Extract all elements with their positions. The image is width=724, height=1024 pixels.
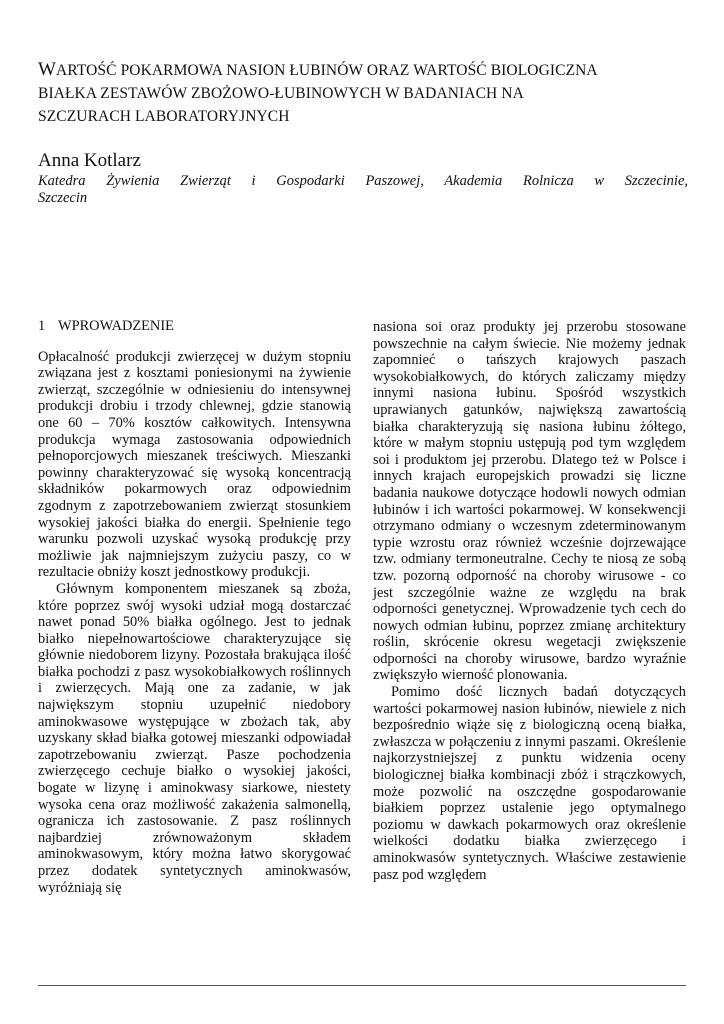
right-paragraph-1: nasiona soi oraz produkty jej przerobu stosowane powszechnie na całym świecie. Nie możemy jednak zapomnieć o tańszych krajowych paszach wysokobiałkowych, do których zaliczamy między innymi nasiona łubinu. Spośród wszystkich uprawianych gatunków, największą zawartością białka charakteryzują się nasiona łubinu żółtego, które w małym stopniu ustępują pod tym względem soi i produktom jej przerobu. Dlatego też w Polsce i innych krajach europejskich prowadzi się liczne badania naukowe dotyczące hodowli nowych odmian łubinów i ich wartości pokarmowej. W konsekwencji otrzymano odmiany o wczesnym zdeterminowanym typie wzrostu oraz również wcześnie dojrzewające tzw. odmiany termoneutralne. Cechy te niosą ze sobą tzw. pozorną odporność na choroby wirusowe - co jest szczególnie ważne ze względu na brak odporności genetycznej. Wprowadzenie tych cech do nowych odmian łubinu, poprzez zmianę architektury roślin, skrócenie okresu wegetacji zwiększenie odporności na choroby wirusowe, bardzo wyraźnie zwiększyło wierność plonowania.: [373, 319, 686, 684]
paper-title: [38, 58, 698, 128]
title-line-1: [38, 58, 698, 82]
section-number: 1: [38, 318, 46, 334]
left-paragraph-2: Głównym komponentem mieszanek są zboża, które poprzez swój wysoki udział mogą dostarczać nawet ponad 50% białka ogólnego. Jest to jednak białko niepełnowartościowe charakteryzujące się głównie niedoborem lizyny. Pozostała brakująca ilość białka pochodzi z pasz wysokobiałkowych roślinnych i zwierzęcych. Mają one za zadanie, w jak największym stopniu uzupełnić niedobory aminokwasowe występujące w zbożach tak, aby uzyskany skład białka gotowej mieszanki odpowiadał zapotrzebowaniu zwierząt. Pasze pochodzenia zwierzęcego cechuje białko o wysokiej jakości, bogate w lizynę i aminokwasy siarkowe, niestety wysoka cena oraz możliwość zakażenia salmonellą, ogranicza ich zastosowanie. Z pasz roślinnych najbardziej zrównoważonym składem aminokwasowym, który można łatwo skorygować przez dodatek syntetycznych aminokwasów, wyróżniają się: [38, 580, 351, 896]
section-heading: [38, 318, 351, 335]
affiliation-line-2: Szczecin: [38, 189, 88, 206]
author-name: Anna Kotlarz: [38, 150, 141, 171]
affiliation-line-1: Katedra Żywienia Zwierząt i Gospodarki Paszowej, Akademia Rolnicza w Szczecinie,: [38, 173, 688, 189]
right-paragraph-2: Pomimo dość licznych badań dotyczących wartości pokarmowej nasion łubinów, niewiele z nich bezpośrednio wiąże się z biologiczną oceną białka, zwłaszcza w połączeniu z innymi paszami. Określenie najkorzystniejszej z punktu widzenia oceny biologicznej białka kombinacji zbóż i strączkowych, może pozwolić na oszczędne gospodarowanie białkiem poprzez ustalenie jego optymalnego poziomu w dawkach pokarmowych oraz określenie wielkości dodatku białka zwierzęcego i aminokwasów syntetycznych. Właściwe zestawienie pasz pod względem: [373, 684, 686, 883]
title-initial: W: [38, 59, 57, 80]
title-line-1-rest: ARTOŚĆ POKARMOWA NASION ŁUBINÓW ORAZ WARTOŚĆ BIOLOGICZNA: [56, 62, 598, 79]
left-column: [38, 318, 351, 896]
section-title: WPROWADZENIE: [58, 318, 174, 334]
title-line-3: SZCZURACH LABORATORYJNYCH: [38, 108, 290, 125]
left-paragraph-1: Opłacalność produkcji zwierzęcej w dużym stopniu związana jest z kosztami poniesionymi na żywienie zwierząt, szczególnie w odniesieniu do intensywnej produkcji drobiu i trzody chlewnej, gdzie stanowią one 60 – 70% kosztów całkowitych. Intensywna produkcja wymaga zastosowania odpowiednich pełnoporcjowych mieszanek treściwych. Mieszanki powinny charakteryzować się wysoką koncentracją składników pokarmowych oraz odpowiednim zgodnym z zapotrzebowaniem zwierząt stosunkiem wysokiej jakości białka do energii. Spełnienie tego warunku pozwoli uzyskać wysoką produkcję przy możliwie jak najmniejszym zużyciu paszy, co w rezultacie obniży koszt jednostkowy produkcji.: [38, 348, 351, 581]
footer-rule: [38, 985, 686, 986]
author-affiliation: [38, 173, 688, 206]
title-line-2: BIAŁKA ZESTAWÓW ZBOŻOWO-ŁUBINOWYCH W BADANIACH NA: [38, 85, 524, 102]
right-column: [373, 319, 686, 883]
